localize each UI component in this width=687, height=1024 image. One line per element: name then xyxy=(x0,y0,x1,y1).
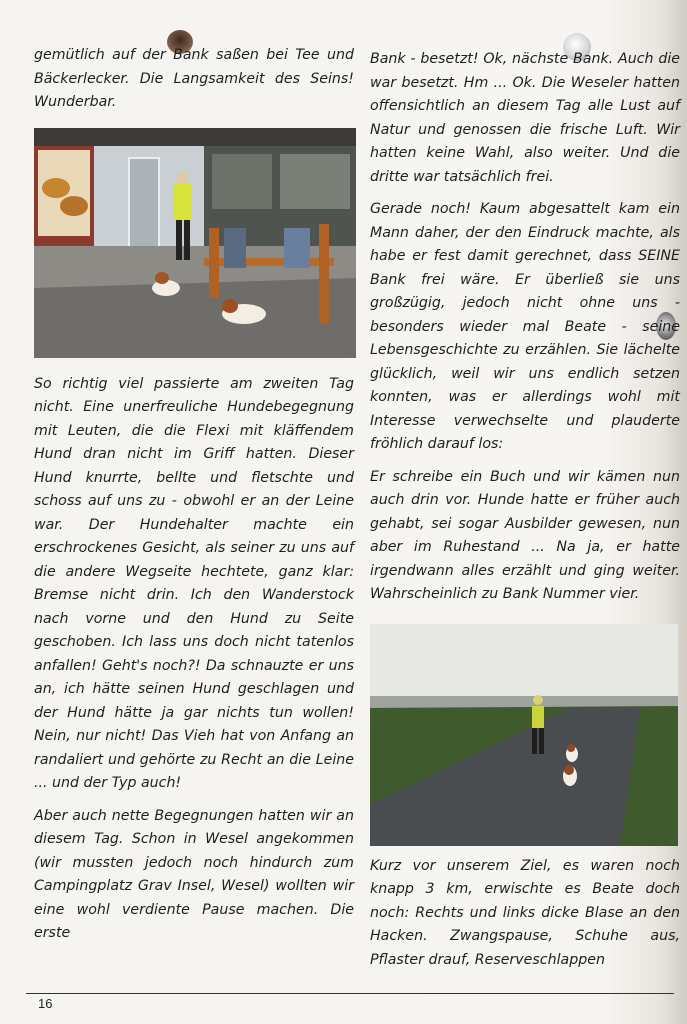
footer-rule xyxy=(26,993,674,994)
photo-bench-with-dogs xyxy=(34,128,356,358)
photo-path-illustration xyxy=(370,624,678,846)
paragraph: Bank - besetzt! Ok, nächste Bank. Auch die war besetzt. Hm ... Ok. Die Weseler hatten offensichtlich an diesem Tag alle Lust auf Natur und genossen die frische Luft. Wir hatten keine Wahl, also weiter. Und die dritte war tatsächlich frei. xyxy=(370,51,680,185)
photo-bench-illustration xyxy=(34,128,356,358)
paragraph: Kurz vor unserem Ziel, es waren noch knapp 3 km, erwischte es Beate doch noch: Rechts und links dicke Blase an den Hacken. Zwangspause, Schuhe aus, Pflaster drauf, Reserveschlappen xyxy=(370,857,680,968)
paragraph: gemütlich auf der Bank saßen bei Tee und Bäckerlecker. Die Langsamkeit des Seins! Wunderbar. xyxy=(34,47,354,110)
paragraph: Gerade noch! Kaum abgesattelt kam ein Mann daher, der den Eindruck machte, als habe er fest damit gerechnet, dass SEINE Bank frei wäre. Er überließ sie uns großzügig, jedoch nicht ohne uns - besonders wieder mal Beate - seine Lebensgeschichte zu erzählen. Sie lächelte glücklich, weil wir uns endlich setzen konnten, was er allerdings wohl mit Interesse verwechselte und plauderte fröhlich darauf los: xyxy=(370,201,680,452)
paragraph: Aber auch nette Begegnungen hatten wir an diesem Tag. Schon in Wesel angekommen (wir mussten jedoch noch hindurch zum Campingplatz Grav Insel, Wesel) wollten wir eine wohl verdiente Pause machen. Die erste xyxy=(34,807,354,941)
photo-dyke-path xyxy=(370,624,678,846)
page-number: 16 xyxy=(38,996,53,1011)
paragraph: Er schreibe ein Buch und wir kämen nun auch drin vor. Hunde hatte er früher auch gehabt, sei sogar Ausbilder gewesen, nun aber im Ruhestand ... Na ja, er hatte irgendwann alles erzählt und ging weiter. Wahrscheinlich zu Bank Nummer vier. xyxy=(370,468,680,602)
paragraph: So richtig viel passierte am zweiten Tag nicht. Eine unerfreuliche Hundebegegnung mit Leuten, die die Flexi mit kläffendem Hund dran nicht im Griff hatten. Dieser Hund knurrte, bellte und fletschte und schoss auf uns zu - obwohl er an der Leine war. Der Hundehalter machte ein erschrockenes Gesicht, als seiner zu uns auf die andere Wegseite hechtete, ganz klar: Bremse nicht drin. Ich den Wanderstock nach vorne und den Hund zu Seite geschoben. Ich lass uns doch nicht tatenlos anfallen! Geht's noch?! Da schnauzte er uns an, ich hätte seinen Hund geschlagen und der Hund hätte ja gar nichts tun wollen! Nein, nur nicht! Das Vieh hat von Anfang an randaliert und gehörte zu Recht an die Leine ... und der Typ auch! xyxy=(34,375,354,791)
